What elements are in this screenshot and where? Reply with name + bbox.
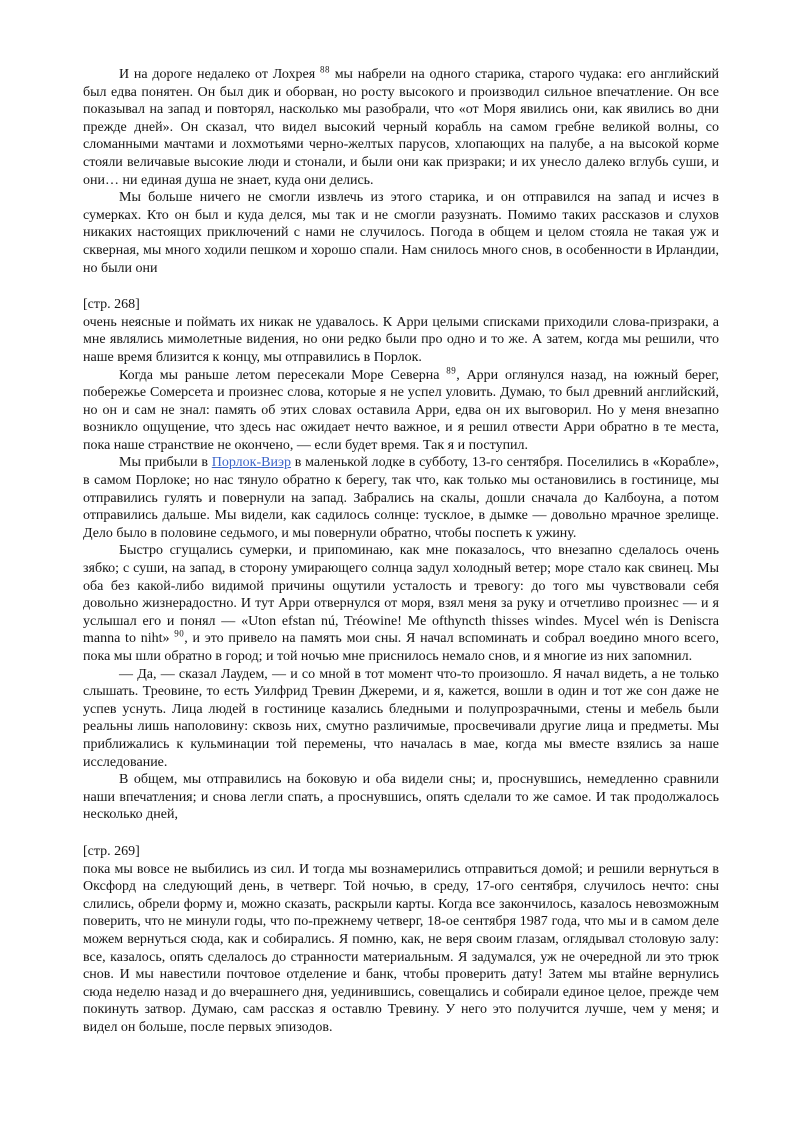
page-text-body [83, 66, 719, 1036]
text-run: [стр. 268] [83, 297, 140, 313]
text-run: — Да, — сказал Лаудем, — и со мной в тот момент что-то произошло. Я начал видеть, а не только слышать. Треовине, то есть Уилфрид Тревин Джереми, и я, кажется, вошли в один и тот же сон даже не успев уснуть. Лица людей в гостинице казались бледными и полупрозрачными, стены и мебель были реальны лишь наполовину: сквозь них, смутно различимые, просвечивали другие лица и предметы. Мы приближались к кульминации той перемены, что началась в мае, когда мы вместе взялись за наше исследование. [83, 666, 719, 770]
paragraph [83, 542, 719, 665]
page-marker [83, 296, 719, 314]
text-run: Мы прибыли в [119, 455, 212, 471]
text-run: в маленькой лодке в субботу, 13-го сентября. Поселились в «Корабле», в самом Порлоке; но нас тянуло обратно к берегу, так что, как только мы остановились в гостинице, мы отправились гулять и повернули на запад. Забрались на скалы, дошли сначала до Калбоуна, а потом отправились дальше. Мы видели, как садилось солнце: тусклое, в дымке — довольно мрачное зрелище. Дело было в половине седьмого, и мы повернули обратно, чтобы поспеть к ужину. [83, 455, 719, 541]
text-run: Быстро сгущались сумерки, и припоминаю, как мне показалось, что внезапно сделалось очень зябко; с суши, на запад, в сторону умирающего солнца задул холодный ветер; море стало как свинец. Мы оба без какой-либо видимой причины ощутили усталость и тревогу: до того мы чувствовали себя довольно жизнерадостно. И тут Арри отвернулся от моря, взял меня за руку и отчетливо произнес — и я услышал его и понял — «Uton efstan nú, Tréowine! Me ofthyncth thisses windes. Mycel wén is Deniscra manna to niht» [83, 543, 719, 647]
paragraph [83, 771, 719, 824]
text-run: И на дороге недалеко от Лохрея [119, 67, 320, 82]
footnote-ref: 90 [174, 628, 185, 639]
paragraph [83, 364, 720, 455]
page-marker [83, 843, 719, 861]
text-run: Мы больше ничего не смогли извлечь из этого старика, и он отправился на запад и исчез в сумерках. Кто он был и куда делся, мы так и не смогли разузнать. Помимо таких рассказов и слухов никаких настоящих приключений с нами не случилось. Погода в общем и целом стояла не такая уж и скверная, мы много ходили пешком и хорошо спали. Нам снилось много снов, в особенности в Ирландии, но были они [83, 190, 719, 276]
paragraph [83, 861, 719, 1037]
text-run: В общем, мы отправились на боковую и оба видели сны; и, проснувшись, немедленно сравнили наши впечатления; и снова легли спать, а проснувшись, опять сделали то же самое. И так продолжалось несколько дней, [83, 772, 719, 823]
text-run: , и это привело на память мои сны. Я начал вспоминать и собрал воедино много всего, пока мы шли обратно в город; и той ночью мне приснилось немало снов, и я многие из них запомнил. [83, 631, 719, 664]
footnote-ref: 88 [319, 64, 330, 75]
text-run: очень неясные и поймать их никак не удавалось. К Арри целыми списками приходили слова-призраки, а мне являлись мимолетные видения, но они редко были про одно и то же. А затем, когда мы решили, что наше время близится к концу, мы отправились в Порлок. [83, 314, 719, 365]
text-run: мы набрели на одного старика, старого чудака: его английский был едва понятен. Он был дик и оборван, но росту высокого и производил сильное впечатление. Он все показывал на запад и повторял, насколько мы разобрали, что «от Моря явились они, как явились во дни прежде дней». Он сказал, что видел высокий черный корабль на самом гребне великой волны, со сломанными мачтами и лохмотьями черно-желтых парусов, хлопающих на палубе, а на высокой корме стояли величавые высокие люди и стонали, и были они как призраки; и их унесло далеко вглубь суши, и они… ни единая душа не знает, куда они делись. [83, 67, 719, 188]
text-run: Когда мы раньше летом пересекали Море Северна [119, 367, 447, 383]
porlock-weir-link[interactable]: Порлок-Виэр [211, 455, 291, 471]
text-run: , Арри оглянулся назад, на южный берег, побережье Сомерсета и произнес слова, которые я не успел уловить. Думаю, то был древний английский, но он и сам не знал: память об этих словах оставила Арри, едва он их выговорил. Но у меня внезапно возникло ощущение, что здесь нас ожидает нечто важное, и я решил отвести Арри обратно в те места, пока наше странствие не окончено, — если будет время. Так я и поступил. [83, 367, 720, 453]
paragraph [83, 454, 719, 542]
footnote-ref: 89 [446, 364, 457, 375]
text-run: пока мы вовсе не выбились из сил. И тогда мы вознамерились отправиться домой; и решили вернуться в Оксфорд на следующий день, в четверг. Той ночью, в среду, 17-ого сентября, случилось нечто: сны слились, обрели форму и, можно сказать, раскрыли карты. Когда все закончилось, казалось невозможным поверить, что не минули годы, что по-прежнему четверг, 18-ое сентября 1987 года, что мы и в самом деле можем вернуться сюда, как и собирались. Я помню, как, не веря своим глазам, оглядывал столовую залу: все, казалось, опять сделалось до странности материальным. Я задумался, уж не очередной ли это трюк снов. И мы навестили почтовое отделение и банк, чтобы проверить дату! Затем мы втайне вернулись сюда неделю назад и до вчерашнего дня, уединившись, совещались и собирали единое целое, прежде чем покинуть затвор. Думаю, сам рассказ я оставлю Тревину. У него это получится лучше, чем у меня; и видел он больше, после первых эпизодов. [83, 861, 719, 1035]
paragraph [83, 666, 719, 772]
text-run: [стр. 269] [83, 843, 140, 859]
paragraph [83, 66, 719, 189]
paragraph [83, 189, 719, 277]
paragraph [83, 314, 719, 367]
